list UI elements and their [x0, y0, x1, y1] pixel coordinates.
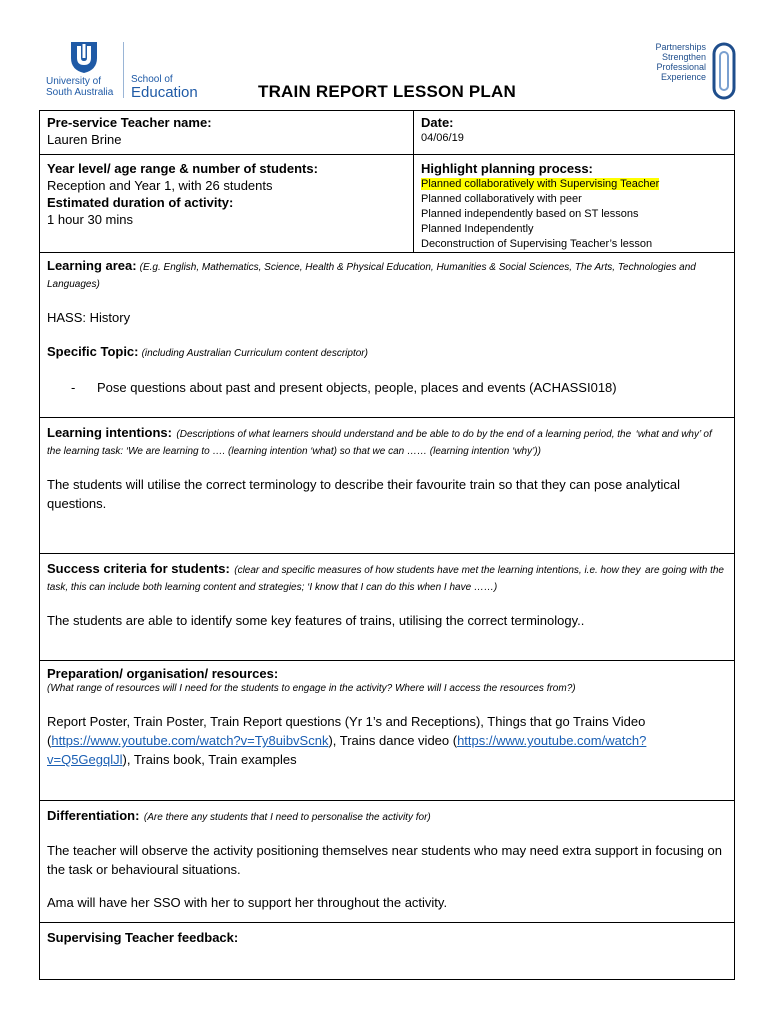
lesson-plan-table [39, 110, 735, 980]
unisa-logo [46, 40, 206, 102]
things-that-go-video-link[interactable]: https://www.youtube.com/watch?v=Ty8uibvScnk [51, 733, 329, 748]
feedback-label: Supervising Teacher feedback: [47, 930, 239, 945]
differentiation-row [40, 800, 734, 922]
education-label: Education [131, 84, 198, 101]
preparation-hint: (What range of resources will I need for the students to engage in the activity? Where will I access the resources from?) [47, 683, 576, 694]
learning-intentions-row [40, 417, 734, 553]
differentiation-label: Differentiation: [47, 808, 140, 823]
teacher-cell [40, 111, 414, 154]
topic-bullet [71, 379, 727, 396]
differentiation-para-1: The teacher will observe the activity positioning themselves near students who may need extra support in focusing on the task or behavioural situations. [47, 843, 722, 877]
differentiation-para-2: Ama will have her SSO with her to support her throughout the activity. [47, 895, 448, 910]
topic-value: Pose questions about past and present objects, people, places and events (ACHASSI018) [97, 380, 617, 395]
differentiation-heading [47, 807, 727, 825]
page-title: TRAIN REPORT LESSON PLAN [258, 82, 516, 101]
success-label: Success criteria for students: [47, 561, 230, 576]
year-row [40, 154, 734, 252]
differentiation-hint: (Are there any students that I need to personalise the activity for) [143, 812, 431, 823]
learning-area-label: Learning area: [47, 258, 137, 273]
preparation-value: Report Poster, Train Poster, Train Report questions (Yr 1’s and Receptions), Things that go Trains Video (https://www.youtube.com/watch?v=Ty8uibvScnk), Trains dance video (https://www.youtube.com/watch?v=Q5GegqlJl), Trains book, Train examples [47, 714, 647, 767]
unisa-shield-icon [68, 40, 100, 74]
partnership-text: Partnerships Strengthen Professional Experience [655, 42, 706, 82]
duration-label: Estimated duration of activity: [47, 195, 234, 210]
preparation-label: Preparation/ organisation/ resources: [47, 666, 279, 681]
partnership-mark-icon [710, 42, 738, 100]
learning-area-heading [47, 257, 727, 293]
logo-divider [123, 42, 124, 98]
planning-option: Planned collaboratively with peer [421, 193, 582, 205]
date-cell [414, 111, 734, 154]
learning-area-value: HASS: History [47, 310, 131, 325]
teacher-row [40, 111, 734, 154]
planning-cell [414, 155, 734, 252]
bullet-dash: - [71, 380, 76, 395]
partnership-logo [632, 42, 738, 102]
planning-option: Deconstruction of Supervising Teacher’s lesson [421, 238, 653, 250]
intentions-label: Learning intentions: [47, 425, 172, 440]
planning-option: Planned Independently [421, 223, 534, 235]
feedback-row [40, 922, 734, 979]
topic-label: Specific Topic: [47, 344, 139, 359]
intentions-hint-first: (Descriptions of what learners should understand and be able to do by the end of a learning period, the [176, 429, 632, 440]
planning-option: Planned independently based on ST lessons [421, 208, 639, 220]
university-name: University of South Australia [46, 76, 114, 98]
intentions-hint-rest: ‘what and why’ of the learning task: ‘We are learning to …. (learning intention ‘what) so that we can …… (learning intention ‘why’)) [47, 429, 712, 457]
page-header [0, 0, 768, 110]
year-level-value: Reception and Year 1, with 26 students [47, 178, 273, 193]
intentions-value: The students will utilise the correct terminology to describe their favourite train so that they can pose analytical questions. [47, 477, 680, 511]
trains-dance-video-link[interactable]: https://www.youtube.com/watch?v=Q5GegqlJl [47, 733, 647, 767]
school-of-label: School of [131, 74, 173, 85]
topic-heading [47, 343, 727, 361]
learning-area-hint: (E.g. English, Mathematics, Science, Health & Physical Education, Humanities & Social Sciences, The Arts, Technologies and Languages) [47, 262, 696, 290]
duration-value: 1 hour 30 mins [47, 212, 133, 227]
intentions-heading [47, 424, 727, 459]
success-hint-rest: are going with the task, this can include both learning content and strategies; ‘I know that I can do this when I have ……) [47, 565, 724, 593]
date-value: 04/06/19 [421, 132, 464, 144]
teacher-name-label: Pre-service Teacher name: [47, 115, 212, 130]
planning-label: Highlight planning process: [421, 161, 593, 176]
success-value: The students are able to identify some key features of trains, utilising the correct terminology.. [47, 613, 585, 628]
success-heading [47, 560, 727, 595]
preparation-row [40, 660, 734, 800]
learning-area-row [40, 252, 734, 417]
success-hint-first: (clear and specific measures of how students have met the learning intentions, i.e. how they [234, 565, 641, 576]
date-label: Date: [421, 115, 454, 130]
planning-option-highlighted: Planned collaboratively with Supervising Teacher [421, 178, 660, 190]
topic-hint: (including Australian Curriculum content descriptor) [141, 348, 368, 359]
year-level-label: Year level/ age range & number of students: [47, 161, 318, 176]
success-criteria-row [40, 553, 734, 660]
teacher-name-value: Lauren Brine [47, 132, 122, 147]
year-cell [40, 155, 414, 252]
